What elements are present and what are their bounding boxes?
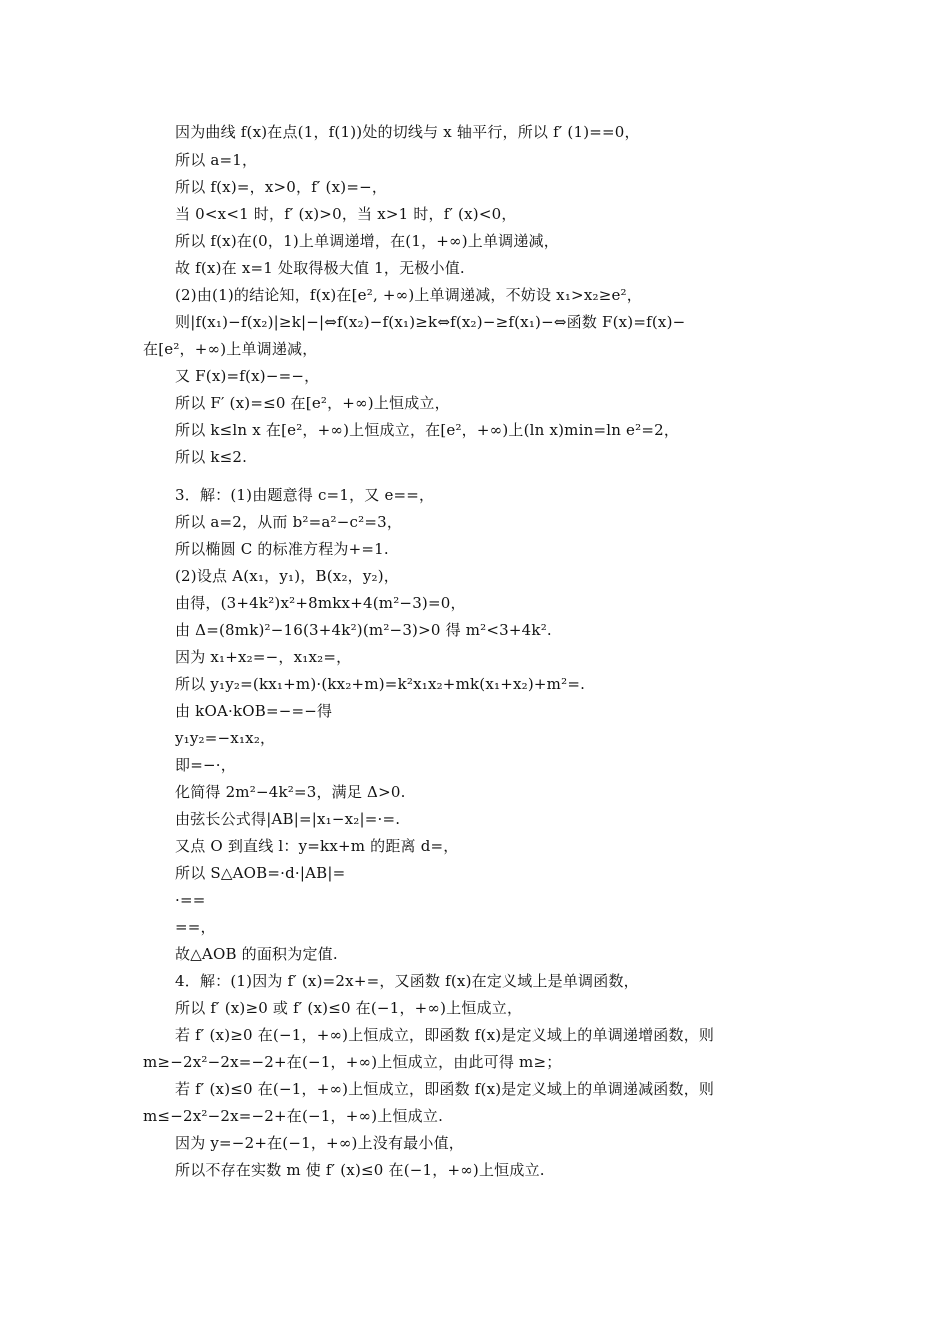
text-line: 故△AOB 的面积为定值.: [175, 945, 338, 963]
text-line: 所以 F′ (x)=≤0 在[e²，+∞)上恒成立，: [175, 394, 450, 412]
text-line: 所以 f′ (x)≥0 或 f′ (x)≤0 在(−1，+∞)上恒成立，: [175, 999, 523, 1017]
text-line: 由得，(3+4k²)x²+8mkx+4(m²−3)=0，: [175, 594, 466, 612]
text-line: (2)由(1)的结论知，f(x)在[e², +∞)上单调递减，不妨设 x₁>x₂≥e²，: [175, 286, 642, 304]
text-line: 所以 k≤2.: [175, 448, 248, 466]
text-line: 即=−·，: [175, 756, 236, 774]
text-line: ·==: [175, 891, 206, 909]
text-line: y₁y₂=−x₁x₂，: [175, 729, 276, 747]
text-line: 因为 x₁+x₂=−，x₁x₂=，: [175, 648, 352, 666]
text-line: 所以不存在实数 m 使 f′ (x)≤0 在(−1，+∞)上恒成立.: [175, 1161, 545, 1179]
text-line: (2)设点 A(x₁，y₁)，B(x₂，y₂)，: [175, 567, 399, 585]
text-line: 又点 O 到直线 l：y=kx+m 的距离 d=，: [175, 837, 459, 855]
text-line: 又 F(x)=f(x)−=−，: [175, 367, 320, 385]
text-line: 在[e²，+∞)上单调递减，: [143, 340, 318, 358]
text-line: 若 f′ (x)≤0 在(−1，+∞)上恒成立，即函数 f(x)是定义域上的单调递减函数，则: [175, 1080, 715, 1098]
text-line: 所以 y₁y₂=(kx₁+m)·(kx₂+m)=k²x₁x₂+mk(x₁+x₂)+m²=.: [175, 675, 586, 693]
text-line: 因为曲线 f(x)在点(1，f(1))处的切线与 x 轴平行，所以 f′ (1)==0，: [175, 123, 640, 141]
text-line: 由 kOA·kOB=−=−得: [175, 702, 333, 720]
text-line: 所以 a=2，从而 b²=a²−c²=3，: [175, 513, 403, 531]
text-line: 由弦长公式得|AB|=|x₁−x₂|=·=.: [175, 810, 401, 828]
text-line: 4．解：(1)因为 f′ (x)=2x+=，又函数 f(x)在定义域上是单调函数，: [175, 972, 639, 990]
text-line: 所以 k≤ln x 在[e²，+∞)上恒成立，在[e²，+∞)上(ln x)min=ln e²=2，: [175, 421, 680, 439]
text-line: ==，: [175, 918, 216, 936]
text-line: 所以 a=1，: [175, 151, 258, 169]
text-line: 所以椭圆 C 的标准方程为+=1.: [175, 540, 389, 558]
text-line: 当 0<x<1 时，f′ (x)>0，当 x>1 时，f′ (x)<0，: [175, 205, 517, 223]
text-line: 则|f(x₁)−f(x₂)|≥k|−|⇔f(x₂)−f(x₁)≥k⇔f(x₂)−≥f(x₁)−⇔函数 F(x)=f(x)−: [175, 313, 686, 331]
text-line: 3．解：(1)由题意得 c=1，又 e==，: [175, 486, 435, 504]
text-line: 因为 y=−2+在(−1，+∞)上没有最小值，: [175, 1134, 464, 1152]
text-line: 所以 S△AOB=·d·|AB|=: [175, 864, 346, 882]
text-line: m≤−2x²−2x=−2+在(−1，+∞)上恒成立.: [143, 1107, 444, 1125]
text-line: 若 f′ (x)≥0 在(−1，+∞)上恒成立，即函数 f(x)是定义域上的单调递增函数，则: [175, 1026, 715, 1044]
text-line: 由 Δ=(8mk)²−16(3+4k²)(m²−3)>0 得 m²<3+4k².: [175, 621, 552, 639]
text-line: 所以 f(x)在(0，1)上单调递增，在(1，+∞)上单调递减，: [175, 232, 559, 250]
text-line: 故 f(x)在 x=1 处取得极大值 1，无极小值.: [175, 259, 465, 277]
text-line: m≥−2x²−2x=−2+在(−1，+∞)上恒成立，由此可得 m≥；: [143, 1053, 562, 1071]
text-line: 化简得 2m²−4k²=3，满足 Δ>0.: [175, 783, 406, 801]
text-line: 所以 f(x)=，x>0，f′ (x)=−，: [175, 178, 388, 196]
